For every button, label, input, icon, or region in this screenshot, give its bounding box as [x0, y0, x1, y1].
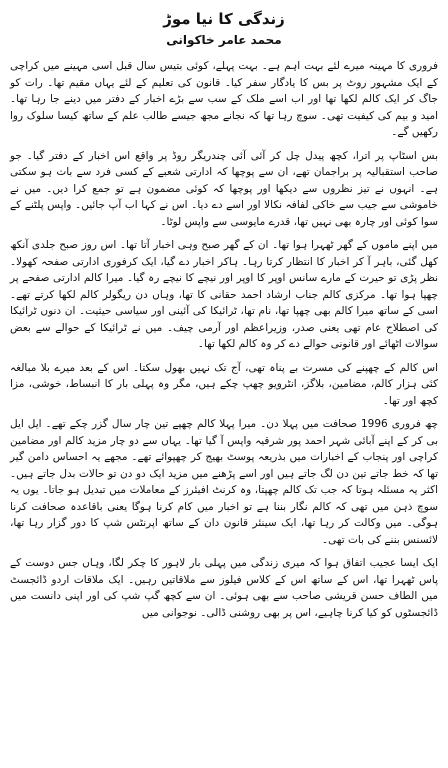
paragraph: فروری کا مہینہ میرے لئے بہت اہم ہے۔ بہت پہلے، کوئی بتیس سال قبل اسی مہینے میں کراچی کے ایک مشہور روٹ پر بس کا یادگار سفر کیا۔ قانون کی تعلیم کے لئے یہاں مقیم تھا۔ رات کو جاگ کر ایک کالم لکھا تھا اور اب اسے ملک کے سب سے بڑے اخبار کے دفتر میں دینے جا رہا تھا۔ امید و بیم کی کیفیت تھی۔ سوچ رہا تھا کہ نجانے مجھ جیسے طالب علم کے ساتھ کیسا سلوک روا رکھیں گے۔ [10, 60, 438, 138]
article-title: زندگی کا نیا موڑ [163, 10, 285, 28]
paragraph: اس کالم کے چھپنے کی مسرت بے پناہ تھی، آج تک نہیں بھول سکتا۔ اس کے بعد میرے بلا مبالغہ کئی ہزار کالم، مضامین، بلاگز، انٹرویو چھپ چکے ہیں، مگر وہ پہلی بار کا انبساط، خوشی، مزا کچھ اور تھا۔ [10, 361, 438, 407]
paragraph: میں اپنے ماموں کے گھر ٹھہرا ہوا تھا۔ ان کے گھر صبح وہی اخبار آتا تھا۔ اس روز صبح جلدی آنکھ کھل گئی، باہر آ کر اخبار کا انتظار کرتا رہا۔ ہاکر اخبار دے گیا، ایک کرفوری ادارتی صفحہ کھولا۔ نظر پڑی تو حیرت کے مارے سانس اوپر کا اوپر اور نیچے کا نیچے رہ گیا۔ میرا کالم ادارتی صفحے پر چھپا ہوا تھا۔ مرکزی کالم جناب ارشاد احمد حقانی کا تھا، وہاں دن ریگولر کالم لکھا کرتے تھے۔ اسی کے ساتھ میرا کالم بھی چھپا تھا، نام تھا، ٹرائیکا کی آئینی اور سیاسی حیثیت۔ ان دنوں ٹرائیکا کی اصطلاح عام تھی یعنی صدر، وزیراعظم اور آرمی چیف۔ میں نے ٹرائیکا کے حوالے سے بعض سوالات اٹھائے اور قانونی حوالے دے کر وہ کالم لکھا تھا۔ [10, 239, 438, 350]
article-body [10, 58, 438, 621]
paragraph: بس اسٹاپ پر اترا، کچھ پیدل چل کر آئی آئی چندریگر روڈ پر واقع اس اخبار کے دفتر گیا۔ جو صاحب استقبالیہ پر براجمان تھے، ان سے پوچھا کہ ادارتی شعبے کے کسی فرد سے بات ہو سکتی ہے۔ انہوں نے تیز نظروں سے دیکھا اور پوچھا کہ کوئی مضمون ہے تو جمع کرا دیں۔ میں نے خاموشی سے جیب سے خاکی لفافہ نکالا اور اسے دے دیا۔ اس نے کہا اب آپ جائیں۔ واپس پلٹنے کے سوا کوئی اور چارہ بھی نہیں تھا، قدرے مایوسی سے واپس لوٹا۔ [10, 149, 438, 228]
paragraph: چھ فروری 1996 صحافت میں پہلا دن۔ میرا پہلا کالم چھپے تین چار سال گزر چکے تھے۔ ایل ایل بی کر کے اپنے آبائی شہر احمد پور شرقیہ واپس آ گیا تھا۔ یہاں سے دو چار مزید کالم اور مضامین کراچی اور پنجاب کے اخبارات میں بذریعہ پوسٹ بھیج کر چھپوائے تھے۔ مجھے یہ احساس دامن گیر تھا کہ خط جاتے تین دن لگ جاتے ہیں اور اسے پڑھنے میں مزید ایک دو دن تو حالات بدل جاتے ہیں۔ اکثر یہ مسئلہ ہوتا کہ جب تک کالم چھپتا، وہ کرنٹ افیئرز کے معاملات میں تبدیل ہو جاتا۔ یوں یہ سوچ ذہن میں تھی کہ کالم نگار بننا ہے تو اخبار میں کام کرنا ہوگا یعنی باقاعدہ صحافت کرنا ہوگی۔ میں وکالت کر رہا تھا، ایک سینئر قانون دان کے ساتھ اپرنٹس شپ کا دور گزار رہا تھا، لائسنس بننے کی بات تھی۔ [10, 418, 438, 546]
paragraph: ایک ایسا عجیب اتفاق ہوا کہ میری زندگی میں پہلی بار لاہور کا چکر لگا، وہاں جس دوست کے پاس ٹھہرا تھا، اس کے ساتھ اس کے کلاس فیلوز سے ملاقاتیں رہیں۔ ایک ملاقات اردو ڈائجسٹ میں الطاف حسن قریشی صاحب سے بھی ہوئی۔ ان سے کچھ گپ شپ کی اور اپنی دانست میں ڈائجسٹوں کو کیا کرنا چاہیے، اس پر بھی روشنی ڈالی۔ نوجوانی میں [10, 557, 438, 619]
article-author: محمد عامر خاکوانی [166, 33, 282, 47]
